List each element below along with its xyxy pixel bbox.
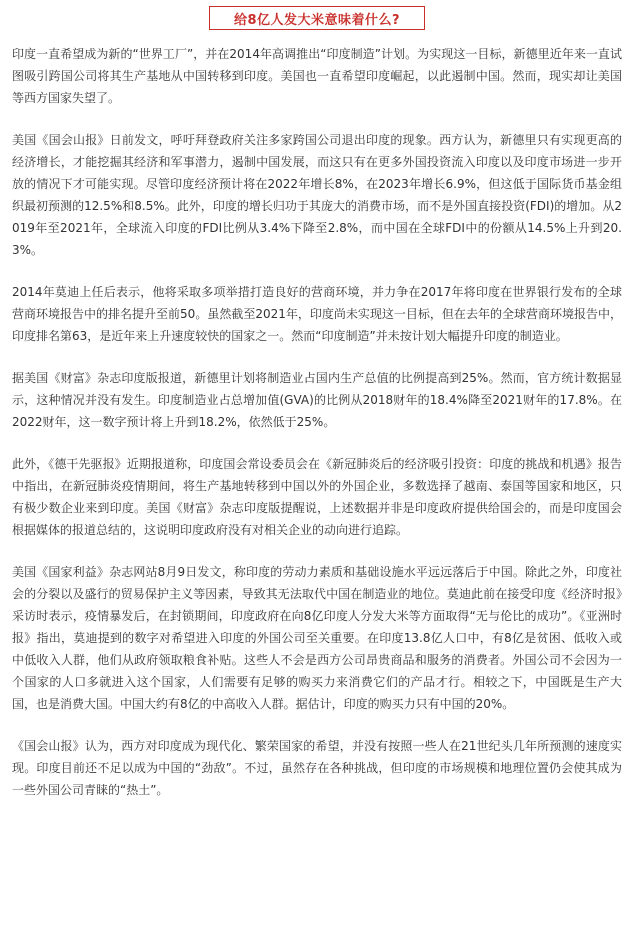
article-title: 给8亿人发大米意味着什么?: [233, 12, 401, 28]
paragraph-4: 据美国《财富》杂志印度版报道，新德里计划将制造业占国内生产总值的比例提高到25%。然而，官方统计数据显示，这种情况并没有发生。印度制造业占总增加值(GVA)的比例从2018财年的18.4%降至2021财年的17.8%。在2022财年，这一数字预计将上升到18.2%，依然低于25%。: [12, 371, 622, 429]
paragraph-7: 《国会山报》认为，西方对印度成为现代化、繁荣国家的希望，并没有按照一些人在21世纪头几年所预测的速度实现。印度目前还不足以成为中国的“劲敌”。不过，虽然存在各种挑战，但印度的市场规模和地理位置仍会使其成为一些外国公司青睐的“热土”。: [12, 739, 622, 797]
article-title-box: [209, 6, 425, 30]
paragraph-2: 美国《国会山报》日前发文，呼吁拜登政府关注多家跨国公司退出印度的现象。西方认为，新德里只有实现更高的经济增长，才能挖掘其经济和军事潜力，遏制中国发展，而这只有在更多外国投资流入印度以及印度市场进一步开放的情况下才可能实现。尽管印度经济预计将在2022年增长8%，在2023年增长6.9%，但这低于国际货币基金组织最初预测的12.5%和8.5%。此外，印度的增长归功于其庞大的消费市场，而不是外国直接投资(FDI)的增加。从2019年至2021年，全球流入印度的FDI比例从3.4%下降至2.8%，而中国在全球FDI中的份额从14.5%上升到20.3%。: [12, 133, 622, 257]
paragraph-6: 美国《国家利益》杂志网站8月9日发文，称印度的劳动力素质和基础设施水平远远落后于中国。除此之外，印度社会的分裂以及盛行的贸易保护主义等因素，导致其无法取代中国在制造业的地位。莫迪此前在接受印度《经济时报》采访时表示，疫情暴发后，在封锁期间，印度政府在向8亿印度人分发大米等方面取得“无与伦比的成功”。《亚洲时报》指出，莫迪提到的数字对希望进入印度的外国公司至关重要。在印度13.8亿人口中，有8亿是贫困、低收入或中低收入人群，他们从政府领取粮食补贴。这些人不会是西方公司昂贵商品和服务的消费者。外国公司不会因为一个国家的人口多就进入这个国家，人们需要有足够的购买力来消费它们的产品才行。相较之下，中国既是生产大国，也是消费大国。中国大约有8亿的中高收入人群。据估计，印度的购买力只有中国的20%。: [12, 565, 622, 711]
paragraph-3: 2014年莫迪上任后表示，他将采取多项举措打造良好的营商环境，并力争在2017年将印度在世界银行发布的全球营商环境报告中的排名提升至前50。虽然截至2021年，印度尚未实现这一目标，但在去年的全球营商环境报告中，印度排名第63，是近年来上升速度较快的国家之一。然而“印度制造”并未按计划大幅提升印度的制造业。: [12, 285, 622, 343]
paragraph-5: 此外，《德干先驱报》近期报道称，印度国会常设委员会在《新冠肺炎后的经济吸引投资：印度的挑战和机遇》报告中指出，在新冠肺炎疫情期间，将生产基地转移到中国以外的外国企业，多数选择了越南、泰国等国家和地区，只有极少数企业来到印度。美国《财富》杂志印度版提醒说，上述数据并非是印度政府提供给国会的，而是印度国会根据媒体的报道总结的，这说明印度政府没有对相关企业的动向进行追踪。: [12, 457, 622, 537]
paragraph-1: 印度一直希望成为新的“世界工厂”，并在2014年高调推出“印度制造”计划。为实现这一目标，新德里近年来一直试图吸引跨国公司将其生产基地从中国转移到印度。美国也一直希望印度崛起，以此遏制中国。然而，现实却让美国等西方国家失望了。: [12, 47, 622, 105]
article-page: [0, 6, 634, 936]
